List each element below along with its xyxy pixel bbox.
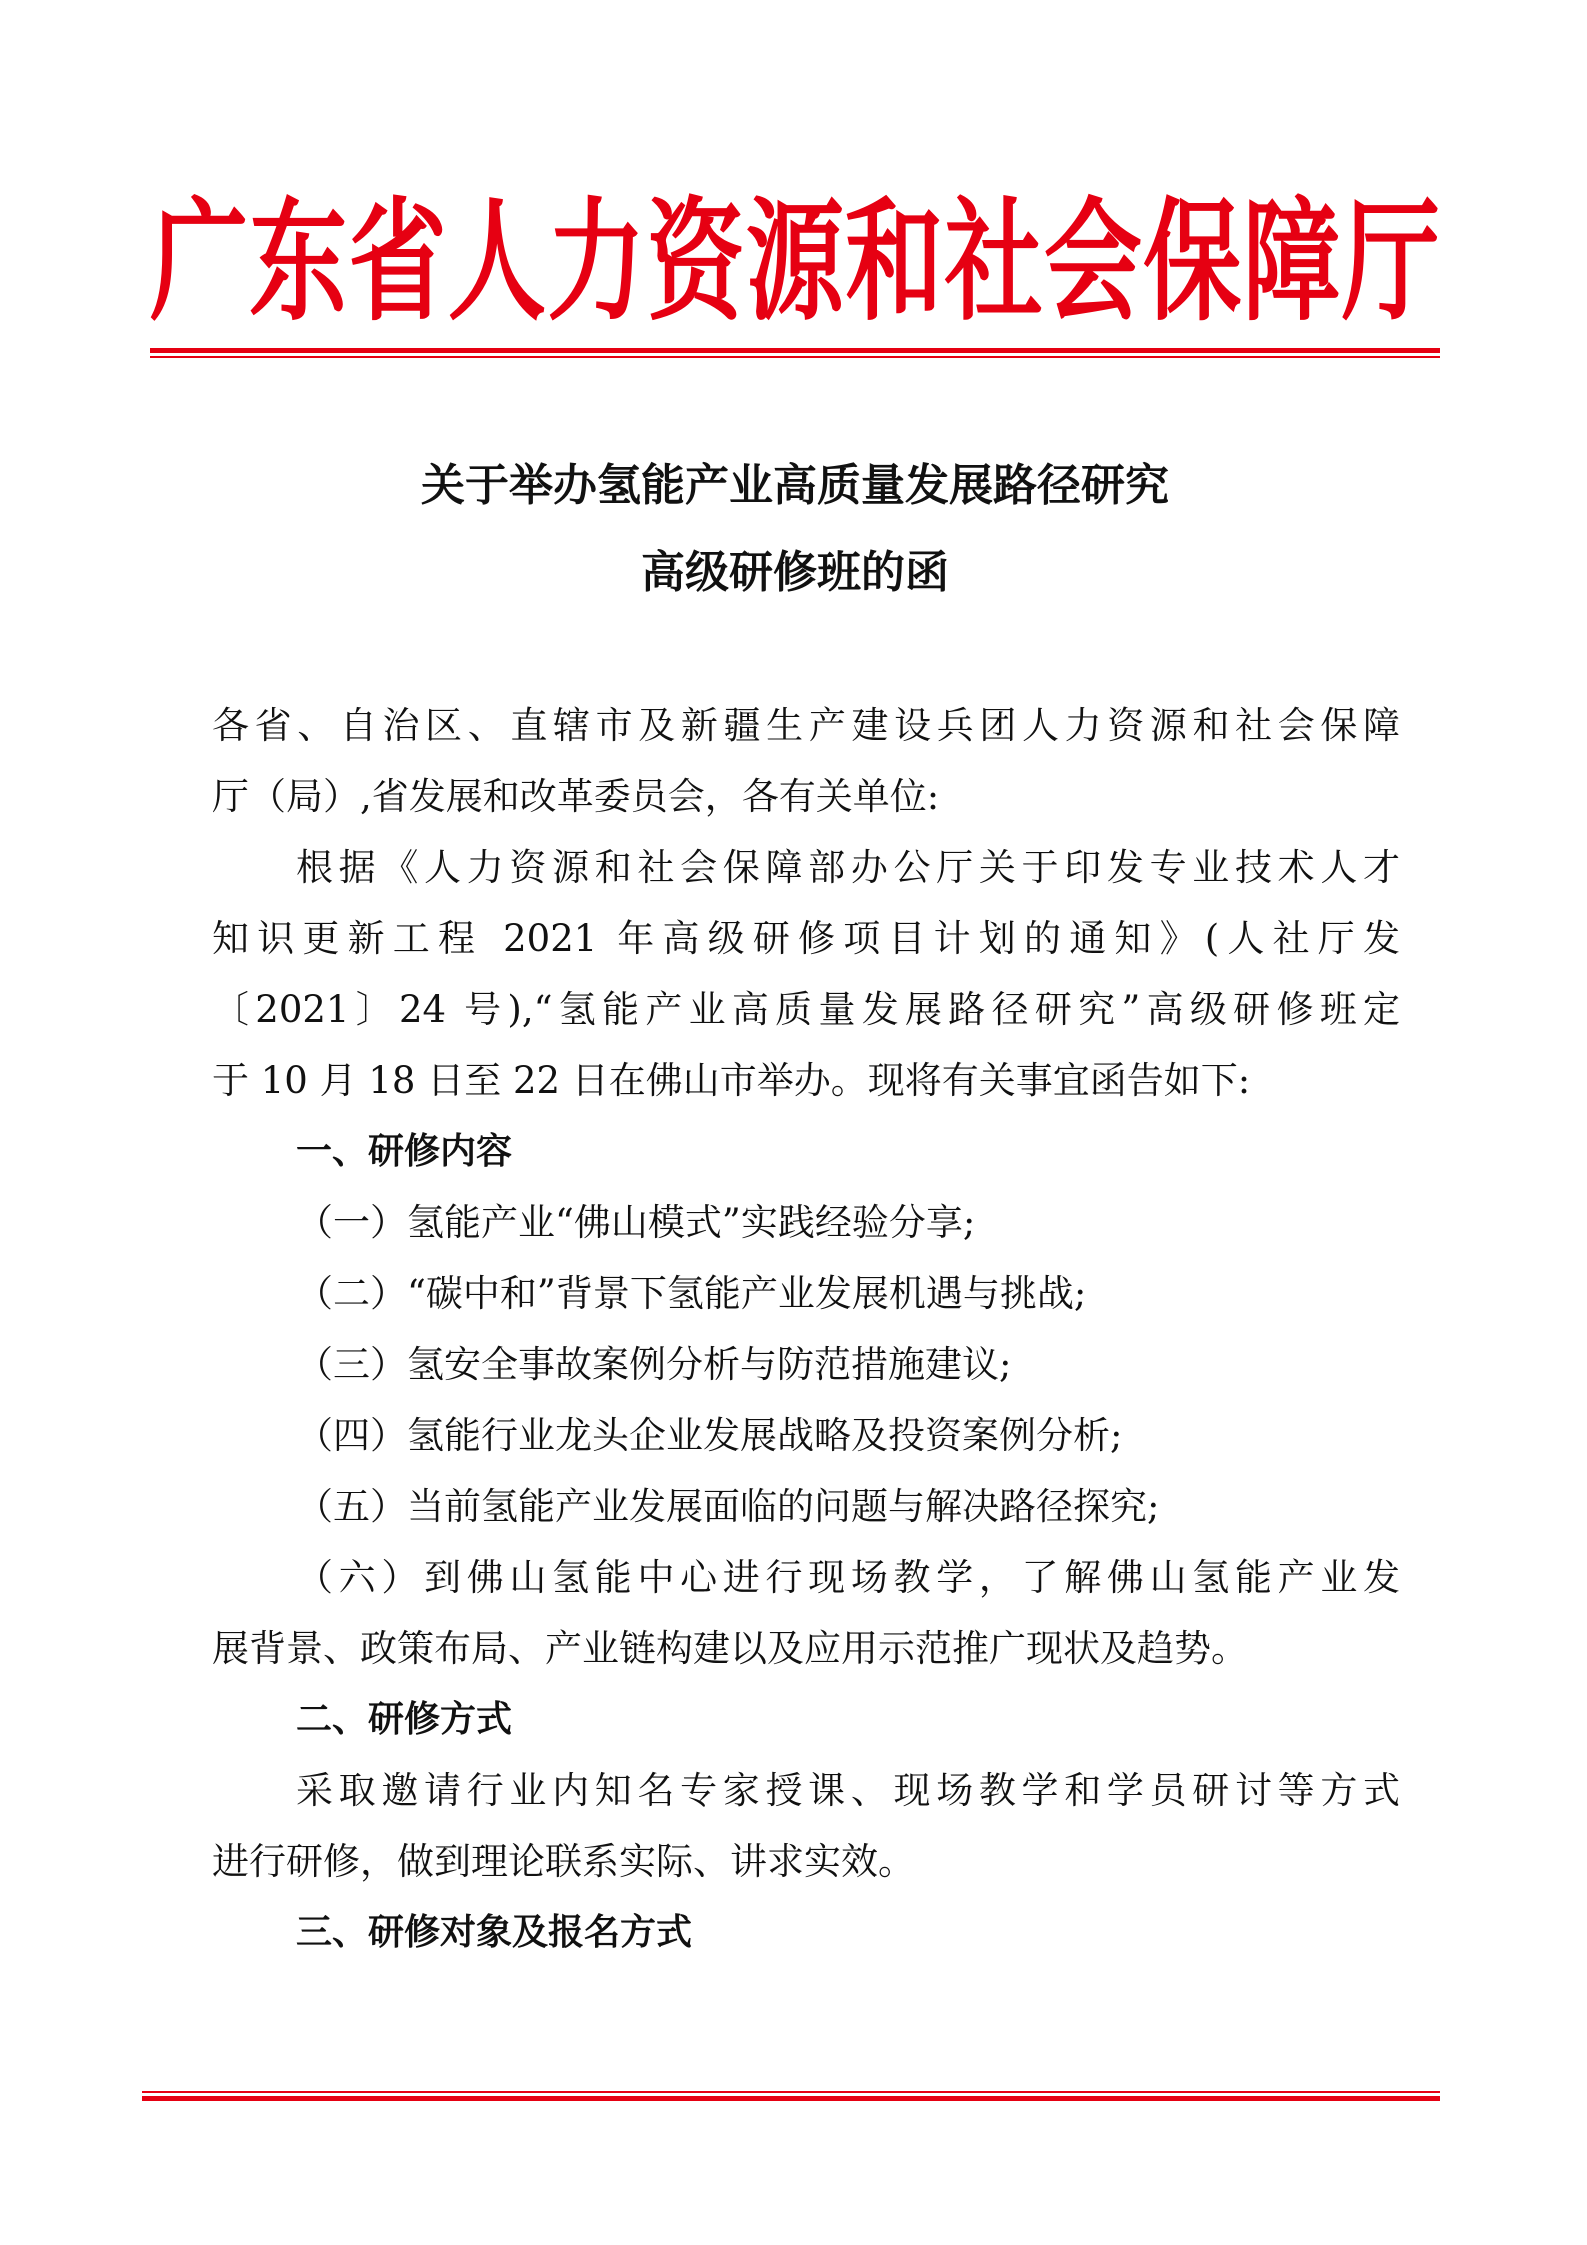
footer-divider-thin [142, 2091, 1440, 2093]
masthead-char: 和 [845, 184, 944, 340]
method-paragraph-line: 进行研修，做到理论联系实际、讲求实效。 [212, 1840, 915, 1883]
masthead-char: 源 [745, 184, 844, 340]
intro-paragraph-line: 于 10 月 18 日至 22 日在佛山市举办。现将有关事宜函告如下: [212, 1059, 1251, 1102]
masthead-org-name [150, 185, 1440, 340]
masthead-char: 省 [348, 184, 447, 340]
section-heading-content: 一、研修内容 [296, 1131, 513, 1172]
footer-divider-thick [142, 2096, 1440, 2101]
section-heading-participants: 三、研修对象及报名方式 [296, 1912, 693, 1953]
masthead-char: 障 [1242, 184, 1341, 340]
masthead-char: 会 [1043, 184, 1142, 340]
intro-paragraph-line: 根据《人力资源和社会保障部办公厅关于印发专业技术人才 [296, 846, 1400, 889]
addressee-line: 厅（局）,省发展和改革委员会，各有关单位: [212, 775, 940, 818]
document-body [212, 690, 1400, 1968]
masthead-char: 资 [646, 184, 745, 340]
list-item-continuation: 展背景、政策布局、产业链构建以及应用示范推广现状及趋势。 [212, 1627, 1248, 1670]
list-item: （五）当前氢能产业发展面临的问题与解决路径探究; [296, 1485, 1160, 1528]
list-item: （六）到佛山氢能中心进行现场教学，了解佛山氢能产业发 [296, 1556, 1400, 1599]
masthead-char: 社 [944, 184, 1043, 340]
header-divider-thin [150, 356, 1440, 358]
list-item: （二）“碳中和”背景下氢能产业发展机遇与挑战; [296, 1272, 1087, 1315]
header-divider-thick [150, 348, 1440, 353]
masthead-char: 保 [1143, 184, 1242, 340]
list-item: （三）氢安全事故案例分析与防范措施建议; [296, 1343, 1012, 1386]
addressee-line: 各省、自治区、直辖市及新疆生产建设兵团人力资源和社会保障 [212, 704, 1400, 747]
intro-paragraph-line: 知识更新工程 2021 年高级研修项目计划的通知》(人社厅发 [212, 917, 1400, 960]
masthead-char: 东 [249, 184, 348, 340]
method-paragraph-line: 采取邀请行业内知名专家授课、现场教学和学员研讨等方式 [296, 1769, 1400, 1812]
masthead-char: 广 [150, 184, 249, 340]
masthead-char: 厅 [1341, 184, 1440, 340]
masthead-char: 人 [447, 184, 546, 340]
document-title-line-2: 高级研修班的函 [641, 547, 949, 598]
masthead-char: 力 [547, 184, 646, 340]
list-item: （四）氢能行业龙头企业发展战略及投资案例分析; [296, 1414, 1123, 1457]
intro-paragraph-line: 〔2021〕24 号),“氢能产业高质量发展路径研究”高级研修班定 [212, 988, 1400, 1031]
section-heading-method: 二、研修方式 [296, 1699, 513, 1740]
document-title-line-1: 关于举办氢能产业高质量发展路径研究 [421, 460, 1169, 511]
list-item: （一）氢能产业“佛山模式”实践经验分享; [296, 1201, 976, 1244]
